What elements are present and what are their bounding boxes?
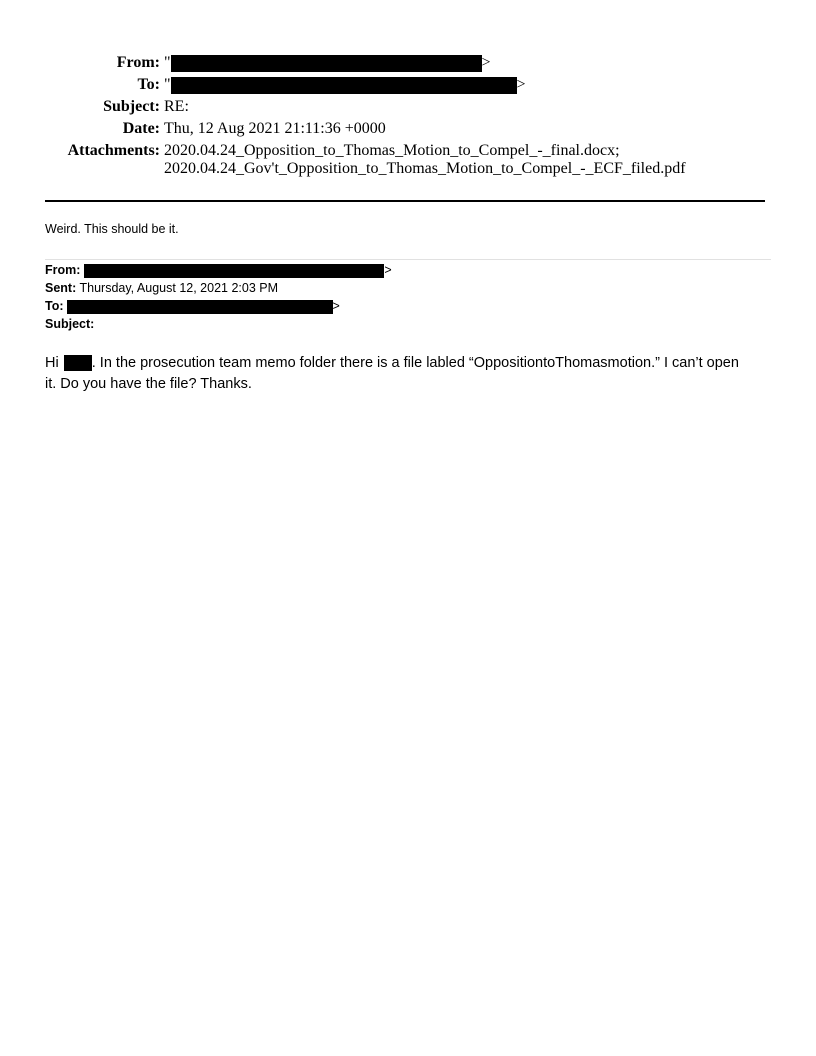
quoted-divider <box>45 259 771 260</box>
quoted-to-row <box>45 299 340 314</box>
date-value: Thu, 12 Aug 2021 21:11:36 +0000 <box>164 120 386 137</box>
quoted-to-label: To: <box>45 299 64 313</box>
quoted-from-row <box>45 263 392 278</box>
redaction-bar <box>84 264 384 278</box>
attachments-label: Attachments: <box>67 142 160 159</box>
quoted-subject-label: Subject: <box>45 317 95 331</box>
date-label: Date: <box>122 120 160 137</box>
redaction-bar <box>67 300 333 314</box>
greeting: Hi <box>45 355 59 371</box>
quoted-sent-value: Thursday, August 12, 2021 2:03 PM <box>79 281 279 295</box>
attachment-item[interactable]: 2020.04.24_Opposition_to_Thomas_Motion_to_Compel_-_final.docx; <box>164 142 620 159</box>
header-divider <box>45 200 765 202</box>
quoted-body-line-2: it. Do you have the file? Thanks. <box>45 376 252 392</box>
to-open-quote: " <box>164 76 171 93</box>
quoted-sent-row <box>45 281 278 295</box>
from-value <box>164 54 491 72</box>
header-from-row <box>0 54 816 76</box>
redaction-bar <box>64 355 92 371</box>
header-subject-row <box>0 98 816 120</box>
quoted-body-line-1 <box>45 353 785 374</box>
header-attachments-row-2 <box>0 160 816 182</box>
to-close-bracket: > <box>516 76 526 93</box>
subject-label: Subject: <box>103 98 160 115</box>
quoted-sent-label: Sent: <box>45 281 77 295</box>
attachment-item[interactable]: 2020.04.24_Gov't_Opposition_to_Thomas_Motion_to_Compel_-_ECF_filed.pdf <box>164 160 686 177</box>
reply-text: Weird. This should be it. <box>45 222 179 236</box>
from-open-quote: " <box>164 54 171 71</box>
quoted-subject-row <box>45 317 94 331</box>
body-text-line-1: . In the prosecution team memo folder there is a file labled “OppositiontoThomasmotion.” I can’t open <box>91 355 739 371</box>
header-date-row <box>0 120 816 142</box>
from-close-bracket: > <box>481 54 491 71</box>
to-value <box>164 76 526 94</box>
quoted-from-bracket: > <box>384 263 392 277</box>
redaction-bar <box>171 55 482 72</box>
from-label: From: <box>116 54 160 71</box>
header-to-row <box>0 76 816 98</box>
redaction-bar <box>171 77 517 94</box>
quoted-to-bracket: > <box>332 299 340 313</box>
quoted-from-label: From: <box>45 263 81 277</box>
to-label: To: <box>137 76 160 93</box>
subject-value: RE: <box>164 98 189 115</box>
